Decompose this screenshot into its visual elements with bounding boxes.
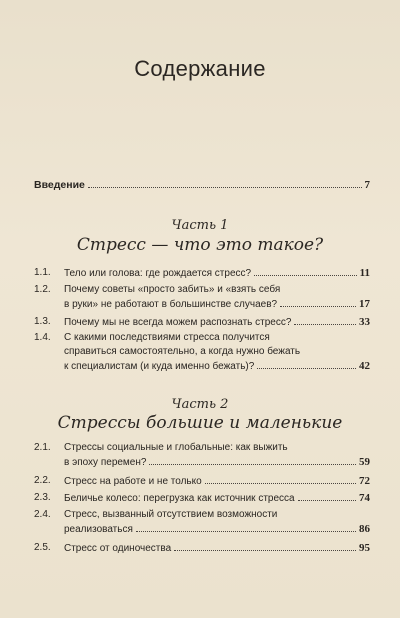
toc-entry: [34, 315, 370, 330]
dot-leader: [136, 531, 356, 532]
toc-entry-text: Почему мы не всегда можем распознать стресс?: [64, 317, 292, 328]
toc-entry: [34, 491, 370, 506]
toc-entry: [34, 331, 370, 374]
toc-entry-number: 2.3.: [34, 492, 51, 503]
toc-entry: [34, 474, 370, 489]
toc-entry-number: 2.1.: [34, 442, 51, 453]
toc-entry-text: Стресс от одиночества: [64, 543, 172, 554]
toc-entry-text: в эпоху перемен?: [64, 457, 147, 468]
toc-entry-page: 33: [359, 316, 370, 328]
toc-entry-page: 86: [359, 523, 370, 535]
dot-leader: [149, 464, 356, 465]
toc-entry-text: в руки» не работают в большинстве случаев?: [64, 299, 278, 310]
dot-leader: [88, 187, 362, 188]
part-2-title: Стрессы большие и маленькие: [57, 413, 343, 433]
toc-entry-number: 1.3.: [34, 316, 51, 327]
toc-intro-page: 7: [364, 179, 370, 191]
toc-entry-number: 2.2.: [34, 475, 51, 486]
toc-entry-number: 1.1.: [34, 267, 51, 278]
toc-entry-page: 74: [359, 492, 370, 504]
dot-leader: [174, 550, 356, 551]
toc-entry: [34, 508, 370, 537]
dot-leader: [280, 306, 356, 307]
toc-entry-text: Беличье колесо: перегрузка как источник стресса: [64, 493, 295, 504]
toc-entry-text: С какими последствиями стресса получится: [64, 332, 270, 343]
toc-entry-page: 17: [359, 298, 370, 310]
toc-entry-text: Почему советы «просто забить» и «взять себя: [64, 284, 281, 295]
toc-entry-text: Стресс, вызванный отсутствием возможности: [64, 509, 278, 520]
toc-entry-text: Тело или голова: где рождается стресс?: [64, 268, 252, 279]
toc-entry-page: 95: [359, 542, 370, 554]
toc-entry-number: 1.2.: [34, 284, 51, 295]
toc-entry-page: 72: [359, 475, 370, 487]
toc-entry: [34, 541, 370, 556]
dot-leader: [257, 368, 356, 369]
toc-entry-text: справиться самостоятельно, а когда нужно бежать: [64, 346, 301, 357]
dot-leader: [298, 500, 356, 501]
toc-entry: [34, 441, 370, 470]
toc-entry-page: 11: [359, 267, 370, 279]
toc-entry-page: 59: [359, 456, 370, 468]
toc-intro: [34, 179, 370, 191]
dot-leader: [294, 324, 356, 325]
toc-entry-number: 2.4.: [34, 509, 51, 520]
toc-intro-label: Введение: [34, 179, 85, 191]
toc-entry-text: Стресс на работе и не только: [64, 476, 202, 487]
toc-entry-page: 42: [359, 360, 370, 372]
dot-leader: [254, 275, 357, 276]
toc-entry-text: к специалистам (и куда именно бежать)?: [64, 361, 255, 372]
page-title: Содержание: [134, 56, 266, 81]
toc-entry-number: 2.5.: [34, 542, 51, 553]
dot-leader: [205, 483, 356, 484]
toc-entry: [34, 266, 370, 281]
toc-entry-text: реализоваться: [64, 524, 133, 535]
part-1-label: Часть 1: [171, 218, 229, 233]
part-2-label: Часть 2: [171, 397, 229, 412]
part-1-title: Стресс — что это такое?: [76, 235, 324, 255]
toc-entry-text: Стрессы социальные и глобальные: как выжить: [64, 442, 288, 453]
toc-entry: [34, 283, 370, 312]
toc-entry-number: 1.4.: [34, 332, 51, 343]
